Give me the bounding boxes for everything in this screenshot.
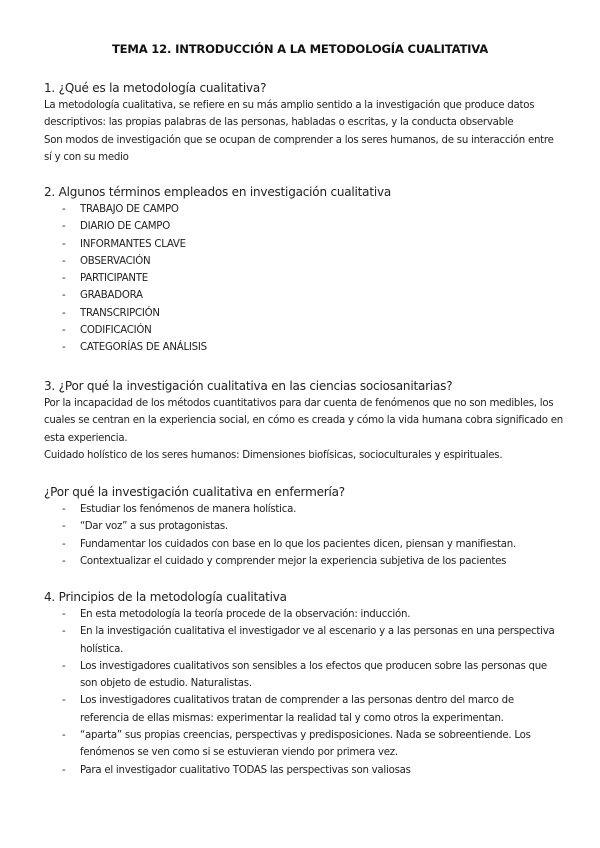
bullet-dash: - [62,238,66,250]
section-heading: ¿Por qué la investigación cualitativa en enfermería? [44,485,345,499]
list-item [44,553,564,570]
section-3 [44,377,564,464]
section-1 [44,79,564,166]
bullet-dash: - [62,626,66,638]
section-heading: 1. ¿Qué es la metodología cualitativa? [44,81,267,95]
list-item [44,501,564,518]
list-item-text: “Dar voz” a sus protagonistas. [80,521,228,533]
list-item-text: Los investigadores cualitativos son sensibles a los efectos que producen sobre las personas que son objeto de estudio. Naturalistas. [80,660,547,690]
bullet-dash: - [62,255,66,267]
bullet-dash: - [62,342,66,354]
list-item [44,339,564,356]
list-item-text: Estudiar los fenómenos de manera holística. [80,504,297,515]
list-item-text: OBSERVACIÓN [80,255,151,267]
paragraph: Cuidado holístico de los seres humanos: Dimensiones biofísicas, socioculturales y espirituales. [44,449,503,461]
list-item-text: CATEGORÍAS DE ANÁLISIS [80,342,207,354]
bullet-dash: - [62,204,66,215]
list-item [44,218,564,235]
list-item-text: INFORMANTES CLAVE [80,238,186,250]
bullet-dash: - [62,538,66,550]
list-item [44,692,564,727]
principles-list [44,606,564,779]
section-heading: 4. Principios de la metodología cualitativa [44,590,287,604]
list-item [44,727,564,762]
terms-list [44,201,564,357]
bullet-dash: - [62,660,66,672]
list-item [44,762,564,779]
list-item-text: Los investigadores cualitativos tratan de comprender a las personas dentro del marco de referencia de ellas mismas: experimentar la realidad tal y como otros la experimentan. [80,695,514,724]
list-item-text: En la investigación cualitativa el investigador ve al escenario y a las personas en una perspectiva holística. [80,626,555,655]
list-item [44,270,564,287]
bullet-dash: - [62,695,66,707]
bullet-dash: - [62,273,66,285]
paragraph: Son modos de investigación que se ocupan de comprender a los seres humanos, de su interacción entre sí y con su medio [44,134,554,163]
list-item-text: Para el investigador cualitativo TODAS las perspectivas son valiosas [80,764,411,776]
list-item-text: “aparta” sus propias creencias, perspectivas y predisposiciones. Nada se sobreentiende. Los fenómenos se ven como si se estuvieran viendo por primera vez. [80,730,531,759]
list-item-text: TRANSCRIPCIÓN [80,307,160,319]
list-item [44,236,564,253]
bullet-dash: - [62,325,66,337]
section-2 [44,183,564,357]
list-item [44,606,564,623]
bullet-dash: - [62,504,66,515]
document-title: TEMA 12. INTRODUCCIÓN A LA METODOLOGÍA CUALITATIVA [111,42,489,56]
list-item [44,658,564,693]
bullet-dash: - [62,730,66,742]
list-item [44,253,564,270]
list-item [44,322,564,339]
list-item-text: Fundamentar los cuidados con base en lo que los pacientes dicen, piensan y manifiestan. [80,538,516,550]
paragraph: Por la incapacidad de los métodos cuantitativos para dar cuenta de fenómenos que no son medibles, los cuales se centran en la experiencia social, en cómo es creada y cómo la vida humana cobra significado en esta experiencia. [44,398,563,444]
bullet-dash: - [62,521,66,533]
list-item-text: TRABAJO DE CAMPO [80,204,179,215]
paragraph: La metodología cualitativa, se refiere en su más amplio sentido a la investigación que produce datos descriptivos: las propias palabras de las personas, habladas o escritas, y la conducta observable [44,100,535,129]
list-item-text: CODIFICACIÓN [80,325,152,337]
list-item [44,305,564,322]
list-item-text: GRABADORA [80,290,143,302]
list-item [44,623,564,658]
bullet-dash: - [62,555,66,567]
bullet-dash: - [62,764,66,776]
list-item-text: Contextualizar el cuidado y comprender mejor la experiencia subjetiva de los pacientes [80,555,507,567]
bullet-dash: - [62,290,66,302]
bullet-dash: - [62,307,66,319]
list-item [44,201,564,218]
list-item-text: PARTICIPANTE [80,273,148,285]
list-item [44,536,564,553]
section-heading: 2. Algunos términos empleados en investigación cualitativa [44,185,392,199]
section-heading: 3. ¿Por qué la investigación cualitativa en las ciencias sociosanitarias? [44,379,453,393]
list-item [44,287,564,304]
reasons-list [44,501,564,570]
list-item-text: En esta metodología la teoría procede de la observación: inducción. [80,609,411,620]
section-4 [44,588,564,779]
list-item-text: DIARIO DE CAMPO [80,221,170,233]
list-item [44,518,564,535]
section-nursing [44,483,564,570]
bullet-dash: - [62,221,66,233]
bullet-dash: - [62,609,66,620]
